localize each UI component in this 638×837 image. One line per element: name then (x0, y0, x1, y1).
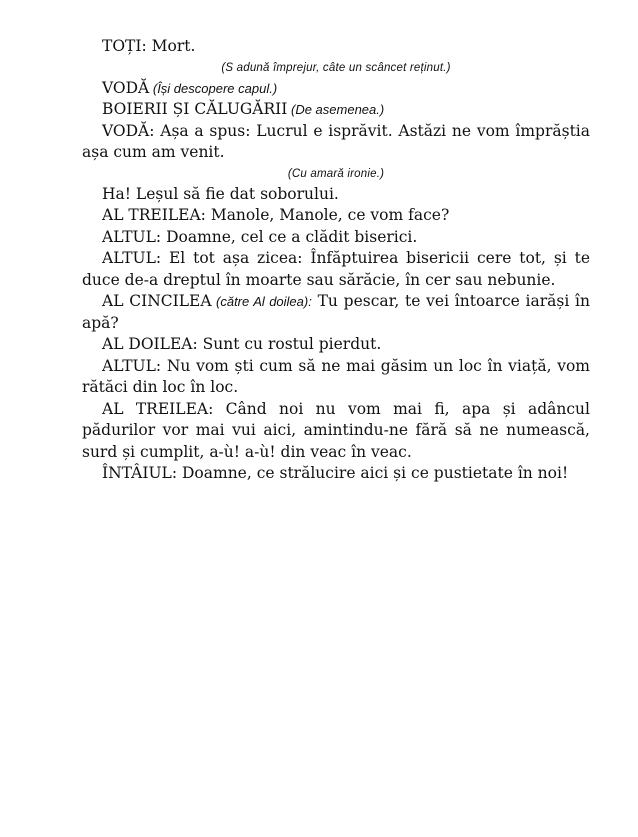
speech-text: Nu vom ști cum să ne mai găsim un loc în viață, vom rătăci din loc în loc. (82, 356, 590, 396)
speaker-name: VODĂ: (102, 121, 155, 140)
stage-direction: (Cu amară ironie.) (287, 167, 385, 180)
stage-direction: (S adună împrejur, câte un scâncet reținut.) (221, 61, 451, 74)
speaker-name: ÎNTÂIUL: (102, 464, 178, 482)
speech-line (82, 291, 590, 334)
speaker-name: AL CINCILEA (102, 292, 212, 310)
speech-text: El tot așa zicea: Înfăptuirea bisericii cere tot, și te duce de-a dreptul în moarte sau sărăcie, în cer sau nebunie. (82, 249, 590, 289)
speech-text: Tu pescar, te vei întoarce iarăși în apă? (82, 292, 590, 332)
speech-text: Manole, Manole, ce vom face? (205, 206, 450, 224)
speech-text: Când noi nu vom mai fi, apa și adâncul pădurilor vor mai vui aici, amintindu-ne fără să ne numească, surd și cumplit, a-ù! a-ù! din veac în veac. (82, 399, 590, 461)
speaker-name: AL TREILEA: (102, 206, 206, 224)
speech-line (82, 334, 590, 356)
speaker-name: BOIERII ȘI CĂLUGĂRII (102, 100, 288, 118)
speech-text: Ha! Leșul să fie dat soborului. (102, 184, 339, 203)
speaker-name: AL TREILEA: (102, 399, 214, 418)
speech-line (82, 399, 590, 464)
speech-line (82, 463, 590, 485)
inline-stage-direction: (către Al doilea): (211, 294, 312, 309)
speaker-name: AL DOILEA: (102, 335, 198, 353)
speaker-name: ALTUL: (102, 249, 162, 267)
speech-text: Mort. (146, 37, 196, 55)
speech-text: Doamne, ce strălucire aici și ce pustietate în noi! (177, 464, 569, 482)
speech-text: Așa a spus: Lucrul e isprăvit. Astăzi ne vom împrăștia așa cum am venit. (82, 121, 590, 161)
speech-line (82, 227, 590, 249)
play-text (82, 36, 590, 485)
speech-line (82, 121, 590, 164)
inline-stage-direction: (De asemenea.) (287, 102, 385, 117)
speaker-name: ALTUL: (102, 227, 162, 246)
speech-line (82, 78, 590, 100)
inline-stage-direction: (Își descopere capul.) (149, 80, 278, 96)
speaker-name: VODĂ (102, 78, 150, 97)
speech-line (82, 356, 590, 399)
speech-line (82, 99, 590, 121)
speech-text: Doamne, cel ce a clădit biserici. (161, 227, 418, 246)
speech-text: Sunt cu rostul pierdut. (197, 335, 382, 353)
speaker-name: ALTUL: (102, 356, 162, 375)
speech-line (82, 184, 590, 206)
speech-line (82, 248, 590, 291)
speaker-name: TOȚI: (102, 37, 147, 55)
speech-line (82, 205, 590, 227)
speech-line (82, 36, 590, 58)
